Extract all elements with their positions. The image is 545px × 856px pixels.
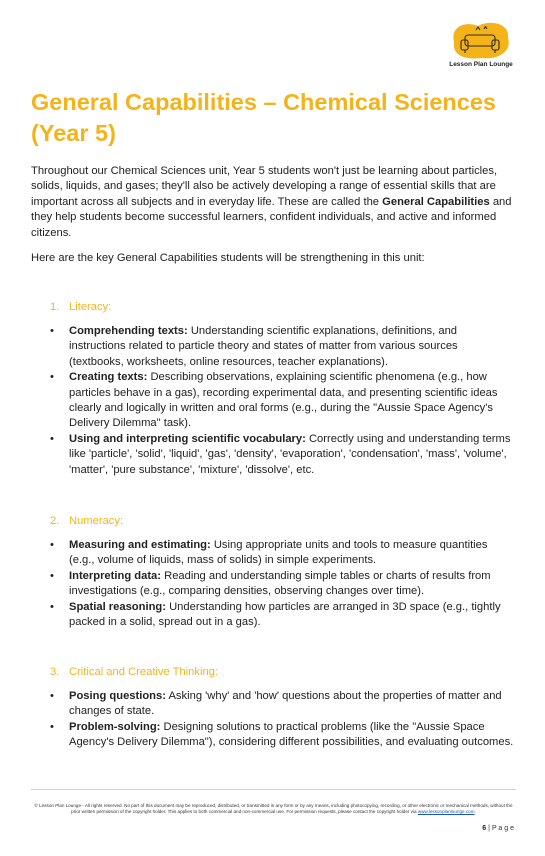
item-term: Creating texts: (69, 371, 148, 384)
section-title: Numeracy: (69, 515, 124, 527)
bullet-icon: • (50, 432, 54, 445)
item-term: Interpreting data: (69, 569, 161, 582)
footer-website-link[interactable]: www.lessonplanlounge.com (417, 809, 475, 815)
item-text: Understanding scientific explanations, definitions, and instructions related to particle theory and states of matter from various sources (textbooks, worksheets, online resources, teacher explanations). (69, 325, 458, 368)
bullet-list (0, 324, 545, 478)
bullet-list (0, 538, 545, 630)
bullet-icon: • (50, 539, 54, 551)
intro-paragraph (31, 164, 516, 241)
item-text: Describing observations, explaining scientific phenomena (e.g., how particles behave in a gas), recording experimental data, and presenting scientific ideas clearly and logically in written and oral forms (e.g., during the "Aussie Space Agency's Delivery Dilemma" task). (69, 371, 498, 430)
logo-text: Lesson Plan Lounge (449, 61, 513, 68)
footer-text: © Lesson Plan Lounge - All rights reserved. No part of this document may be reproduced, distributed, or transmitted in any form or by any means, including photocopying, recording, or other electronic or mechanical methods, without the prior written permission of the copyright holder. This applies to both commercial and non-commercial use. For permission requests, please contact the copyright holder via (34, 803, 513, 815)
footer-end: . (474, 809, 476, 815)
list-item (0, 600, 515, 631)
bullet-icon: • (50, 569, 54, 582)
section-heading (50, 665, 218, 680)
section-heading (50, 300, 111, 315)
bullet-icon: • (50, 325, 54, 337)
intro-lead-in: Here are the key General Capabilities students will be strengthening in this unit: (31, 252, 425, 264)
sofa-logo-icon (448, 20, 514, 60)
bullet-icon: • (50, 720, 54, 733)
footer-divider (31, 789, 516, 790)
page-separator: | (488, 825, 490, 832)
page-label: P a g e (491, 825, 514, 832)
item-text: Using appropriate units and tools to measure quantities (e.g., volume of liquids, mass of solids) in simple experiments. (69, 539, 488, 567)
list-item (0, 538, 515, 569)
bullet-icon: • (50, 600, 54, 613)
bullet-list (0, 689, 545, 751)
footer-copyright (31, 803, 516, 816)
page-number-value: 6 (482, 825, 487, 832)
list-item (0, 689, 515, 720)
page-title: General Capabilities – Chemical Sciences (Year 5) (31, 89, 496, 146)
item-term: Spatial reasoning: (69, 600, 166, 613)
section-number: 3. (50, 666, 60, 678)
list-item (0, 569, 515, 600)
item-text: Understanding how particles are arranged in 3D space (e.g., tightly packed in a solid, spread out in a gas). (69, 600, 501, 629)
list-item (0, 370, 515, 432)
section-title: Literacy: (69, 301, 112, 313)
list-item (0, 432, 515, 478)
section-number: 1. (50, 301, 60, 313)
item-text: Asking 'why' and 'how' questions about the properties of matter and changes of state. (69, 690, 502, 718)
item-term: Comprehending texts: (69, 325, 188, 337)
item-term: Measuring and estimating: (69, 539, 211, 551)
item-term: Using and interpreting scientific vocabulary: (69, 432, 306, 445)
section-number: 2. (50, 515, 60, 527)
item-term: Problem-solving: (69, 720, 161, 733)
intro-text: Throughout our Chemical Sciences unit, Year 5 students won't just be learning about particles, solids, liquids, and gases; they'll also be actively developing a range of essential skills that are important across all subjects and in everyday life. These are called the (31, 165, 498, 208)
section-title: Critical and Creative Thinking: (69, 666, 219, 678)
page-number (440, 825, 514, 832)
list-item (0, 720, 515, 751)
list-item (0, 324, 515, 370)
intro-bold-term: General Capabilities (382, 195, 490, 208)
bullet-icon: • (50, 371, 54, 384)
item-text: Reading and understanding simple tables or charts of results from investigations (e.g., comparing densities, observing changes over time). (69, 569, 491, 598)
section-heading (50, 514, 123, 529)
item-term: Posing questions: (69, 690, 166, 702)
logo (448, 20, 514, 68)
bullet-icon: • (50, 690, 54, 702)
intro-text-end: and they help students become successful learners, confident individuals, and active and informed citizens. (31, 195, 512, 239)
item-text: Designing solutions to practical problems (like the "Aussie Space Agency's Delivery Dilemma"), considering different possibilities, and evaluating outcomes. (69, 720, 514, 749)
item-text: Correctly using and understanding terms like 'particle', 'solid', 'liquid', 'gas', 'density', 'evaporation', 'condensation', 'mass', 'volume', 'matter', 'pure substance', 'mixture', 'dissolve', etc. (69, 432, 511, 476)
